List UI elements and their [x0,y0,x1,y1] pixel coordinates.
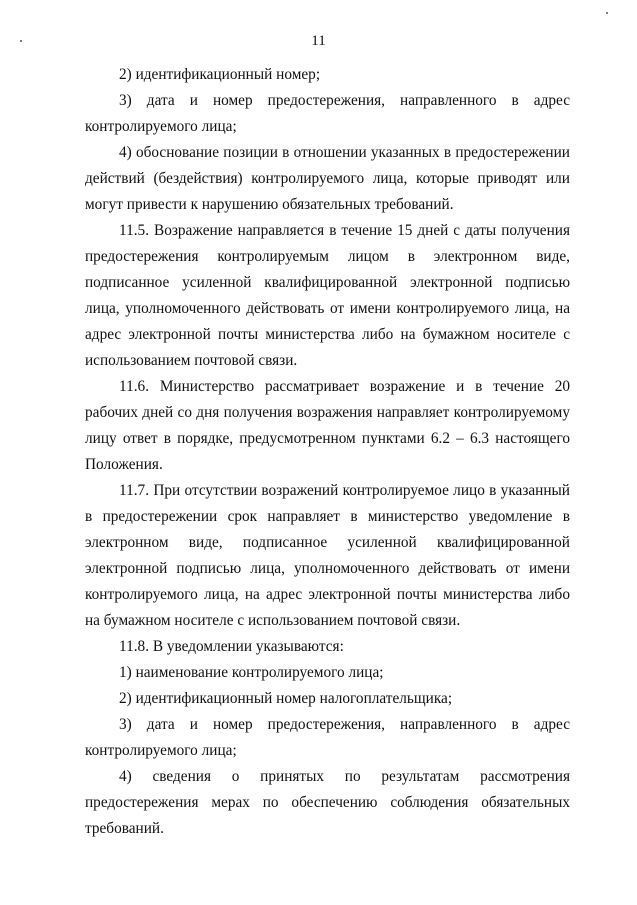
paragraph: 4) сведения о принятых по результатам рассмотрения предостережения мерах по обеспечению соблюдения обязательных требований. [85,768,570,837]
document-body [85,62,570,842]
scan-speck [606,12,608,14]
paragraph: 1) наименование контролируемого лица; [119,664,384,681]
paragraph: 11.5. Возражение направляется в течение 15 дней с даты получения предостережения контролируемым лицом в электронном виде, подписанное усиленной квалифицированной электронной подписью лица, уполномоченного действовать от имени контролируемого лица, на адрес электронной почты министерства либо на бумажном носителе с использованием почтовой связи. [85,222,570,369]
paragraph: 3) дата и номер предостережения, направленного в адрес контролируемого лица; [85,92,570,135]
scan-speck [20,40,22,42]
paragraph: 11.6. Министерство рассматривает возражение и в течение 20 рабочих дней со дня получения возражения направляет контролируемому лицу ответ в порядке, предусмотренном пунктами 6.2 – 6.3 настоящего Положения. [85,378,570,473]
paragraph: 11.7. При отсутствии возражений контролируемое лицо в указанный в предостережении срок направляет в министерство уведомление в электронном виде, подписанное усиленной квалифицированной электронной подписью лица, уполномоченного действовать от имени контролируемого лица, на адрес электронной почты министерства либо на бумажном носителе с использованием почтовой связи. [85,482,570,629]
paragraph: 11.8. В уведомлении указываются: [119,638,344,655]
paragraph: 2) идентификационный номер налогоплательщика; [119,690,453,707]
page-number: 11 [311,33,326,49]
paragraph: 4) обоснование позиции в отношении указанных в предостережении действий (бездействия) контролируемого лица, которые приводят или могут привести к нарушению обязательных требований. [85,144,570,213]
paragraph: 2) идентификационный номер; [119,66,321,83]
paragraph: 3) дата и номер предостережения, направленного в адрес контролируемого лица; [85,716,570,759]
